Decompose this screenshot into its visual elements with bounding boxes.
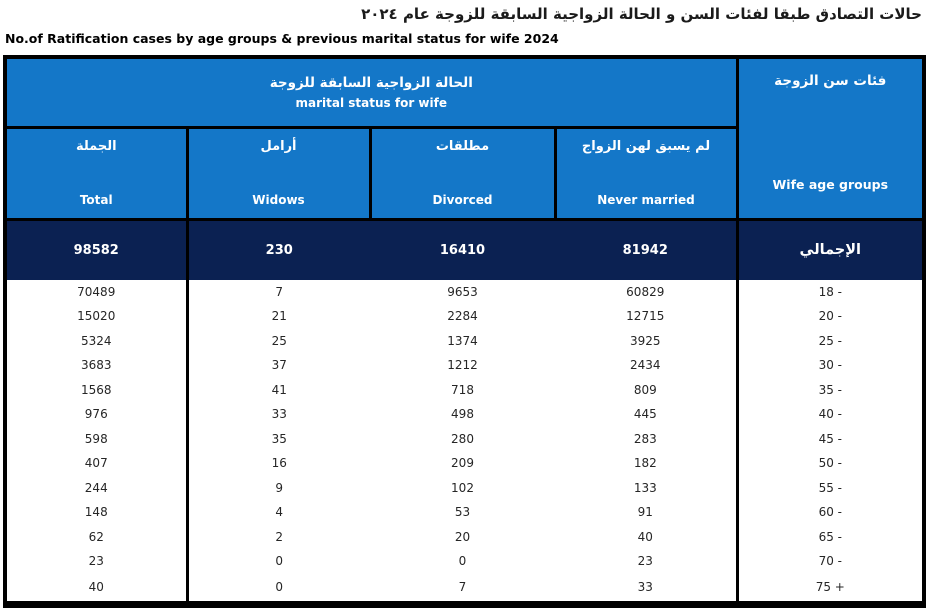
- cell-total: 598: [5, 427, 187, 452]
- cell-never-married: 40: [555, 525, 737, 550]
- column-header-divorced-en: Divorced: [432, 193, 493, 208]
- cell-widows: 0: [275, 554, 284, 569]
- cell-divorced: 280: [451, 431, 474, 446]
- table-row: [5, 427, 924, 452]
- cell-widows: 7: [275, 284, 284, 299]
- column-header-total: [5, 127, 187, 220]
- cell-never-married: 23: [555, 549, 737, 574]
- column-header-never-married-ar: لم يسبق لهن الزواج: [581, 138, 711, 154]
- cell-divorced: 718: [451, 382, 474, 397]
- cell-total: 1568: [5, 378, 187, 403]
- cell-age-group: 18 -: [818, 284, 842, 299]
- cell-never-married: 2434: [555, 353, 737, 378]
- table-row: [5, 353, 924, 378]
- totals-row-label: الإجمالي: [737, 220, 924, 280]
- marital-status-label-en: marital status for wife: [295, 95, 447, 110]
- cell-divorced: 7: [458, 580, 467, 595]
- column-header-divorced: [370, 127, 555, 220]
- table-body: [5, 280, 924, 605]
- column-header-divorced-ar: مطلقات: [435, 138, 490, 154]
- cell-age-group: 75 +: [815, 580, 845, 595]
- column-header-widows-en: Widows: [252, 193, 305, 208]
- column-header-never-married-en: Never married: [597, 193, 695, 208]
- wife-age-groups-label-en: Wife age groups: [772, 177, 889, 193]
- column-header-total-ar: الجملة: [75, 138, 117, 154]
- cell-total: 62: [5, 525, 187, 550]
- cell-age-group: 50 -: [818, 456, 842, 471]
- column-header-total-en: Total: [79, 193, 113, 208]
- column-header-widows-ar: أرامل: [260, 138, 297, 154]
- cell-widows: 16: [271, 456, 287, 471]
- cell-total: 148: [5, 500, 187, 525]
- cell-never-married: 809: [555, 378, 737, 403]
- cell-divorced: 2284: [447, 309, 478, 324]
- cell-never-married: 12715: [555, 304, 737, 329]
- table-row: [5, 574, 924, 605]
- cell-divorced: 1212: [447, 358, 478, 373]
- cell-total: 40: [5, 574, 187, 605]
- table-row: [5, 525, 924, 550]
- page-title-english: No.of Ratification cases by age groups & previous marital status for wife 2024: [5, 31, 559, 46]
- totals-widows-value: 230: [187, 220, 370, 280]
- cell-divorced: 209: [451, 456, 474, 471]
- cell-widows: 0: [275, 580, 284, 595]
- table-row: [5, 378, 924, 403]
- cell-total: 15020: [5, 304, 187, 329]
- cell-age-group: 30 -: [818, 358, 842, 373]
- cell-total: 3683: [5, 353, 187, 378]
- table-row: [5, 451, 924, 476]
- cell-divorced: 498: [451, 407, 474, 422]
- cell-widows: 33: [271, 407, 287, 422]
- cell-divorced: 102: [451, 480, 474, 495]
- cell-never-married: 91: [555, 500, 737, 525]
- cell-total: 407: [5, 451, 187, 476]
- cell-total: 70489: [5, 280, 187, 305]
- cell-age-group: 45 -: [818, 431, 842, 446]
- cell-total: 23: [5, 549, 187, 574]
- cell-age-group: 20 -: [818, 309, 842, 324]
- cell-total: 976: [5, 402, 187, 427]
- cell-age-group: 25 -: [818, 333, 842, 348]
- marital-status-header-cell: [5, 57, 737, 127]
- cell-age-group: 60 -: [818, 505, 842, 520]
- table-row: [5, 280, 924, 305]
- cell-widows: 21: [271, 309, 287, 324]
- cell-widows: 2: [275, 529, 284, 544]
- cell-widows: 25: [271, 333, 287, 348]
- cell-widows: 9: [275, 480, 284, 495]
- page-title-arabic: حالات التصادق طبقا لفئات السن و الحالة الزواجية السابقة للزوجة عام ٢٠٢٤: [361, 5, 922, 23]
- cell-widows: 37: [271, 358, 287, 373]
- cell-age-group: 65 -: [818, 529, 842, 544]
- cell-never-married: 60829: [555, 280, 737, 305]
- table-row: [5, 500, 924, 525]
- totals-never-married-value: 81942: [555, 220, 737, 280]
- marital-status-label-ar: الحالة الزواجية السابقة للزوجة: [269, 74, 473, 91]
- cell-age-group: 35 -: [818, 382, 842, 397]
- cell-age-group: 70 -: [818, 554, 842, 569]
- cell-never-married: 283: [555, 427, 737, 452]
- cell-widows: 41: [271, 382, 287, 397]
- cell-age-group: 55 -: [818, 480, 842, 495]
- cell-total: 5324: [5, 329, 187, 354]
- table-row: [5, 402, 924, 427]
- totals-total-value: 98582: [5, 220, 187, 280]
- cell-never-married: 182: [555, 451, 737, 476]
- cell-divorced: 0: [458, 554, 467, 569]
- cell-divorced: 9653: [447, 284, 478, 299]
- cell-widows: 35: [271, 431, 287, 446]
- header-row-span: [5, 57, 924, 127]
- ratification-cases-table: [3, 55, 926, 608]
- totals-divorced-value: 16410: [370, 220, 555, 280]
- table-row: [5, 549, 924, 574]
- cell-never-married: 3925: [555, 329, 737, 354]
- column-header-never-married: [555, 127, 737, 220]
- cell-divorced: 53: [454, 505, 471, 520]
- wife-age-groups-label-ar: فئات سن الزوجة: [774, 73, 887, 89]
- table-row: [5, 476, 924, 501]
- cell-divorced: 20: [454, 529, 471, 544]
- cell-divorced: 1374: [447, 333, 478, 348]
- cell-never-married: 33: [555, 574, 737, 605]
- table-row: [5, 304, 924, 329]
- column-header-widows: [187, 127, 370, 220]
- cell-total: 244: [5, 476, 187, 501]
- totals-row: [5, 220, 924, 280]
- wife-age-groups-header-cell: [737, 57, 924, 220]
- cell-age-group: 40 -: [818, 407, 842, 422]
- cell-never-married: 133: [555, 476, 737, 501]
- table-row: [5, 329, 924, 354]
- cell-widows: 4: [275, 505, 284, 520]
- cell-never-married: 445: [555, 402, 737, 427]
